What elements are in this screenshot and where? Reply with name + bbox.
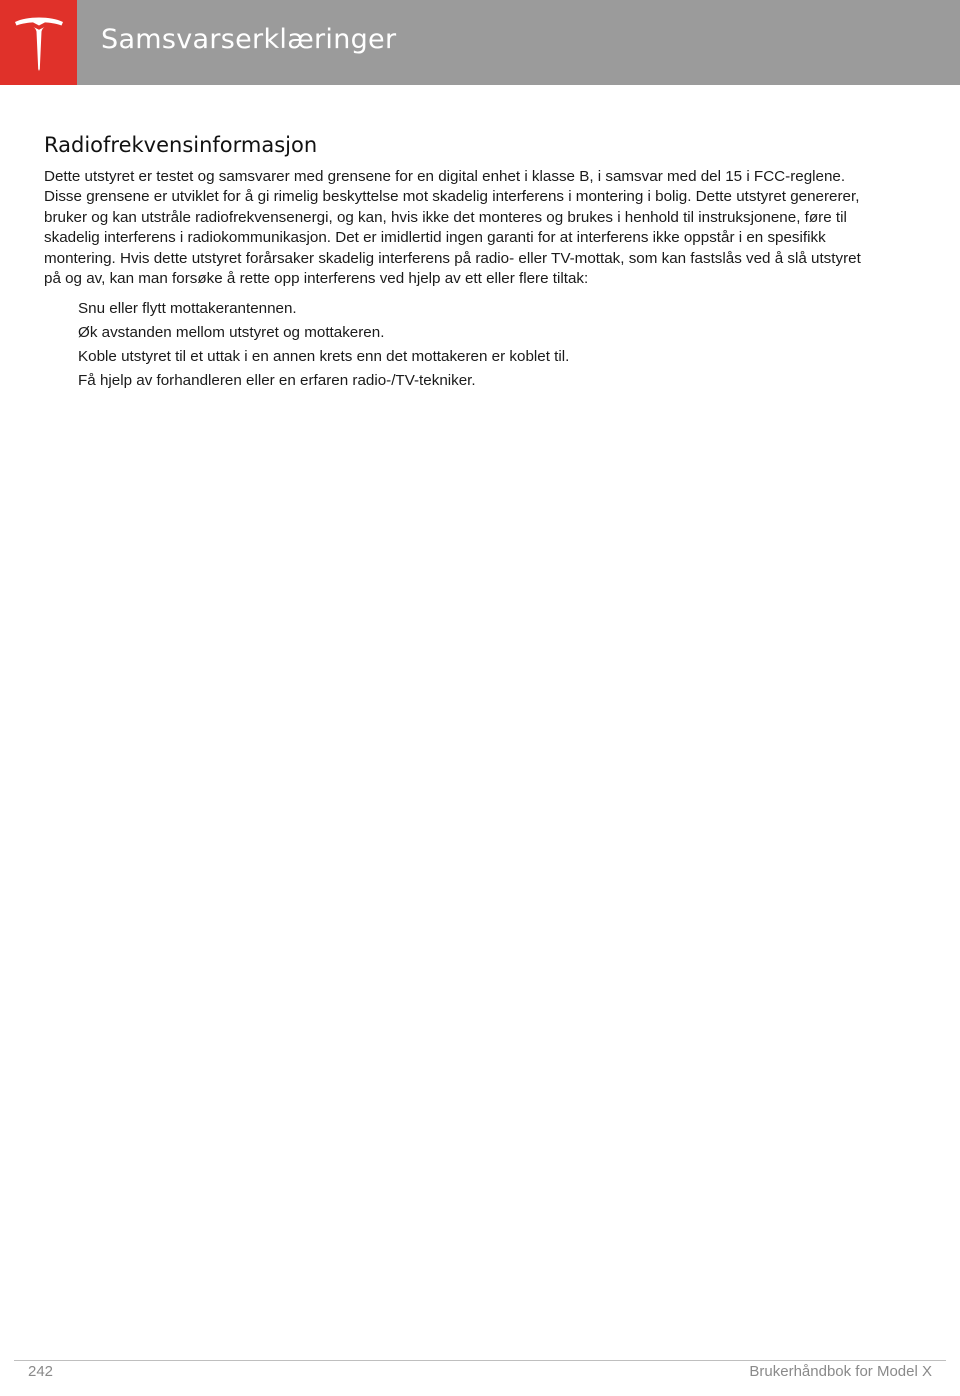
tesla-logo-icon [12, 13, 66, 73]
list-item: Få hjelp av forhandleren eller en erfaren radio-/TV-tekniker. [78, 371, 476, 389]
footer-divider [14, 1360, 946, 1361]
list-item: Koble utstyret til et uttak i en annen krets enn det mottakeren er koblet til. [78, 347, 570, 365]
measures-list [44, 299, 874, 391]
main-content [44, 130, 874, 394]
list-item: Snu eller flytt mottakerantennen. [78, 300, 297, 318]
section-paragraph: Dette utstyret er testet og samsvarer med grensene for en digital enhet i klasse B, i samsvar med del 15 i FCC-reglene. Disse grensene er utviklet for å gi rimelig beskyttelse mot skadelig interferens i montering i bolig. Dette utstyret genererer, bruker og kan utstråle radiofrekvensenergi, og kan, hvis ikke det monteres og brukes i henhold til instruksjonene, føre til skadelig interferens i radiokommunikasjon. Det er imidlertid ingen garanti for at interferens ikke oppstår i en spesifikk montering. Hvis dette utstyret forårsaker skadelig interferens på radio- eller TV-mottak, som kan fastslås ved å slå utstyret på og av, kan man forsøke å rette opp interferens ved hjelp av ett eller flere tiltak: [44, 168, 861, 288]
page-header-title: Samsvarserklæringer [101, 24, 397, 55]
section-title: Radiofrekvensinformasjon [44, 133, 318, 157]
manual-title: Brukerhåndbok for Model X [749, 1363, 932, 1380]
page-header [0, 0, 960, 85]
page-number: 242 [28, 1363, 54, 1380]
logo-box [0, 0, 77, 85]
list-item: Øk avstanden mellom utstyret og mottakeren. [78, 324, 385, 342]
